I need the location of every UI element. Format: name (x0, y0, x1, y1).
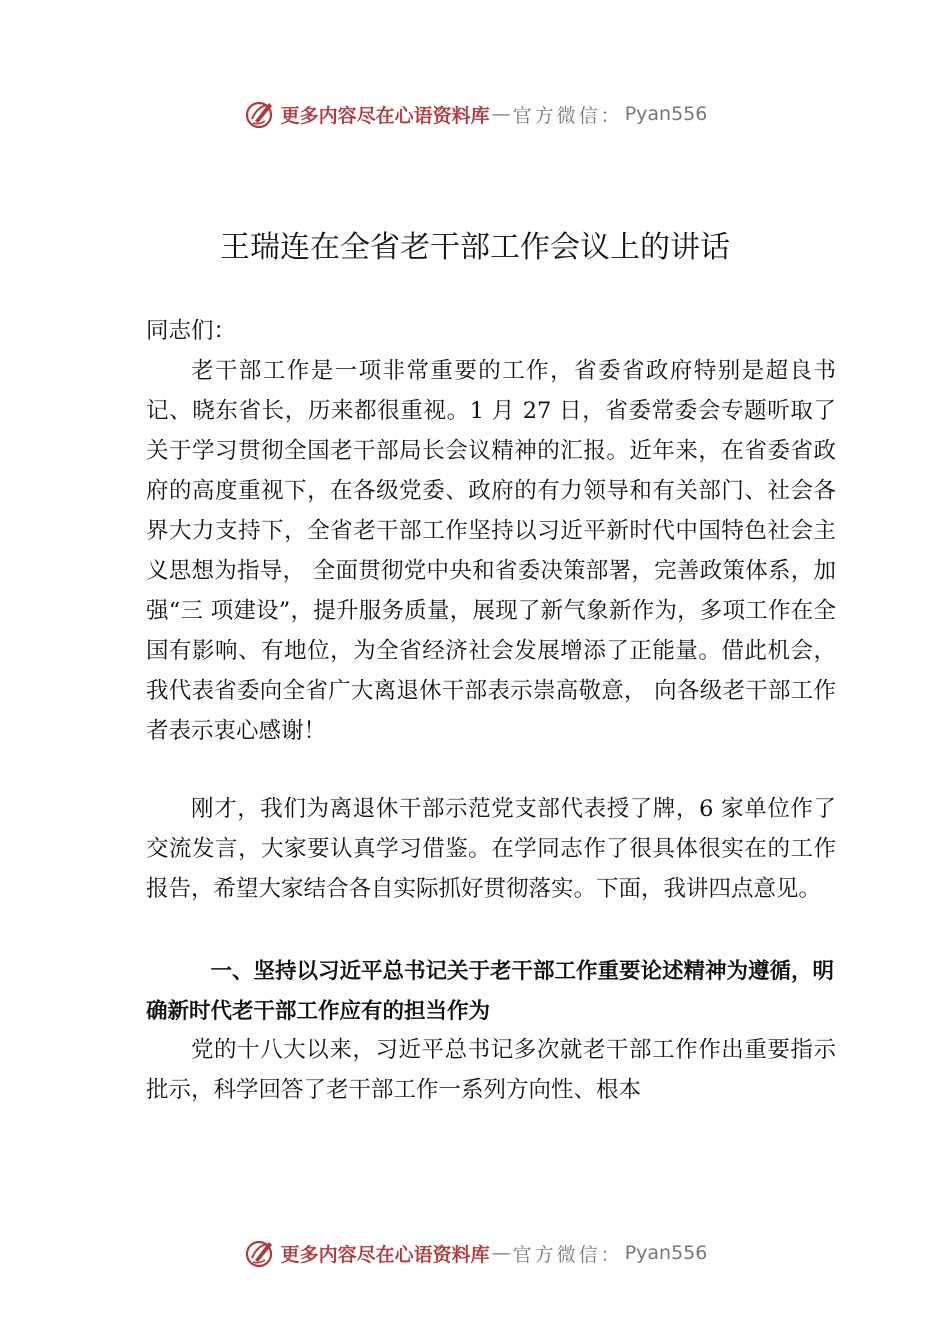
paragraph-1: 老干部工作是一项非常重要的工作，省委省政府特别是超良书记、晓东省长，历来都很重视。1 月 27 日，省委常委会专题听取了关于学习贯彻全国老干部局长会议精神的汇报。近年来，在省委省政府的高度重视下，在各级党委、政府的有力领导和有关部门、社会各界大力支持下，全省老干部工作坚持以习近平新时代中国特色社会主义思想为指导， 全面贯彻党中央和省委决策部署，完善政策体系，加强“三 项建设”，提升服务质量，展现了新气象新作为，多项工作在全国有影响、有地位，为全省经济社会发展增添了正能量。借此机会，我代表省委向全省广大离退休干部表示崇高敬意， 向各级老干部工作者表示衷心感谢！ (146, 358, 836, 744)
paragraph-2: 刚才，我们为离退休干部示范党支部代表授了牌，6 家单位作了交流发言，大家要认真学习借鉴。在学同志作了很具体很实在的工作报告，希望大家结合各自实际抓好贯彻落实。下面，我讲四点意见。 (146, 796, 836, 902)
header-banner (0, 94, 950, 134)
footer-banner-main-text: 更多内容尽在心语资料库 (280, 1243, 490, 1266)
salutation: 同志们： (146, 318, 237, 344)
footer-banner (0, 1233, 950, 1273)
banner-dash: — (491, 103, 511, 125)
footer-banner-wechat-label: 官方微信： (512, 1243, 623, 1266)
footer-brand-logo-icon (243, 1236, 277, 1270)
footer-banner-wechat-id: Pyan556 (624, 1242, 708, 1264)
banner-wechat-id: Pyan556 (624, 103, 708, 125)
document-title: 王瑞连在全省老干部工作会议上的讲话 (220, 230, 730, 265)
footer-banner-dash: — (491, 1242, 511, 1264)
banner-main-text: 更多内容尽在心语资料库 (280, 104, 490, 127)
brand-logo-icon (243, 97, 277, 131)
banner-wechat-label: 官方微信： (512, 104, 623, 127)
paragraph-3: 党的十八大以来，习近平总书记多次就老干部工作作出重要指示批示，科学回答了老干部工作一系列方向性、根本 (146, 1037, 836, 1103)
section-heading-1: 一、坚持以习近平总书记关于老干部工作重要论述精神为遵循，明确新时代老干部工作应有的担当作为 (146, 959, 835, 1024)
